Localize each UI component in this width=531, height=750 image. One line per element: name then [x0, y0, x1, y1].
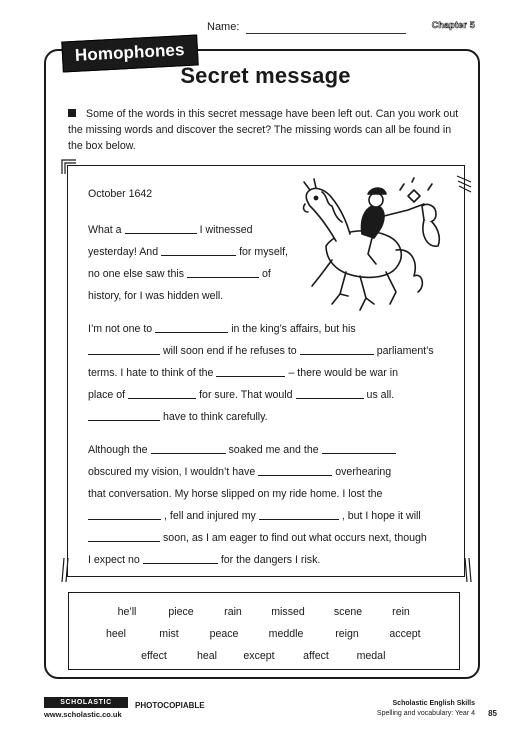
corner-mark-icon: [455, 174, 473, 196]
message-line: no one else saw this of: [88, 268, 271, 280]
answer-blank[interactable]: [259, 510, 339, 520]
word-bank-item: piece: [168, 606, 194, 618]
answer-blank[interactable]: [296, 389, 364, 399]
answer-blank[interactable]: [187, 268, 259, 278]
message-line: place of for sure. That would us all.: [88, 389, 395, 401]
message-line: I expect no for the dangers I risk.: [88, 554, 321, 566]
page-number: 85: [488, 709, 497, 718]
answer-blank[interactable]: [143, 554, 218, 564]
answer-blank[interactable]: [155, 323, 228, 333]
message-line: terms. I hate to think of the – there would be war in: [88, 367, 398, 379]
series-title: Scholastic English Skills: [392, 700, 475, 707]
answer-blank[interactable]: [88, 532, 160, 542]
word-bank-item: rain: [224, 606, 242, 618]
corner-mark-icon: [455, 556, 473, 584]
publisher-logo: SCHOLASTIC: [44, 697, 128, 708]
answer-blank[interactable]: [151, 444, 226, 454]
message-line: soon, as I am eager to find out what occurs next, though: [88, 532, 427, 544]
word-bank-item: affect: [303, 650, 329, 662]
chapter-label: Chapter 5: [431, 20, 475, 30]
message-line: What a I witnessed: [88, 224, 253, 236]
horse-rider-illustration: [296, 176, 446, 316]
answer-blank[interactable]: [88, 345, 160, 355]
message-line: , fell and injured my , but I hope it will: [88, 510, 421, 522]
answer-blank[interactable]: [88, 411, 160, 421]
word-bank-item: mist: [159, 628, 179, 640]
word-bank-item: heel: [105, 628, 127, 640]
word-bank-item: scene: [333, 606, 363, 618]
corner-mark-icon: [60, 158, 78, 176]
message-date: October 1642: [88, 188, 153, 200]
name-label: Name:: [207, 21, 240, 33]
message-line: will soon end if he refuses to parliament’s: [88, 345, 434, 357]
answer-blank[interactable]: [161, 246, 236, 256]
section-tag: Homophones: [61, 34, 198, 72]
word-bank-item: meddle: [268, 628, 304, 640]
instructions: [68, 106, 466, 154]
word-bank-item: heal: [196, 650, 218, 662]
answer-blank[interactable]: [258, 466, 332, 476]
name-line: [246, 33, 406, 34]
word-bank-item: reign: [335, 628, 359, 640]
answer-blank[interactable]: [88, 510, 161, 520]
message-line: Although the soaked me and the: [88, 444, 399, 456]
word-bank-item: medal: [356, 650, 386, 662]
word-bank-item: peace: [209, 628, 239, 640]
series-subtitle: Spelling and vocabulary: Year 4: [376, 710, 475, 717]
word-bank-item: accept: [389, 628, 421, 640]
message-line: history, for I was hidden well.: [88, 290, 224, 302]
message-line: obscured my vision, I wouldn’t have overhearing: [88, 466, 392, 478]
answer-blank[interactable]: [300, 345, 374, 355]
message-line: I’m not one to in the king’s affairs, but his: [88, 323, 356, 335]
photocopiable-label: PHOTOCOPIABLE: [135, 701, 205, 710]
message-line: have to think carefully.: [88, 411, 268, 423]
message-line: that conversation. My horse slipped on my ride home. I lost the: [88, 488, 383, 500]
word-bank-item: rein: [392, 606, 410, 618]
page-title: Secret message: [180, 63, 351, 88]
word-bank-item: effect: [141, 650, 167, 662]
word-bank-item: except: [243, 650, 275, 662]
answer-blank[interactable]: [128, 389, 196, 399]
bullet-icon: [68, 109, 76, 117]
instructions-text: Some of the words in this secret message have been left out. Can you work out the missing words and discover the secret? The missing words can all be found in the box below.: [68, 108, 459, 152]
answer-blank[interactable]: [322, 444, 396, 454]
corner-mark-icon: [60, 556, 78, 584]
word-bank-item: missed: [271, 606, 305, 618]
answer-blank[interactable]: [125, 224, 197, 234]
message-line: yesterday! And for myself,: [88, 246, 288, 258]
answer-blank[interactable]: [216, 367, 285, 377]
word-bank-item: he’ll: [117, 606, 137, 618]
publisher-url: www.scholastic.co.uk: [44, 710, 122, 719]
